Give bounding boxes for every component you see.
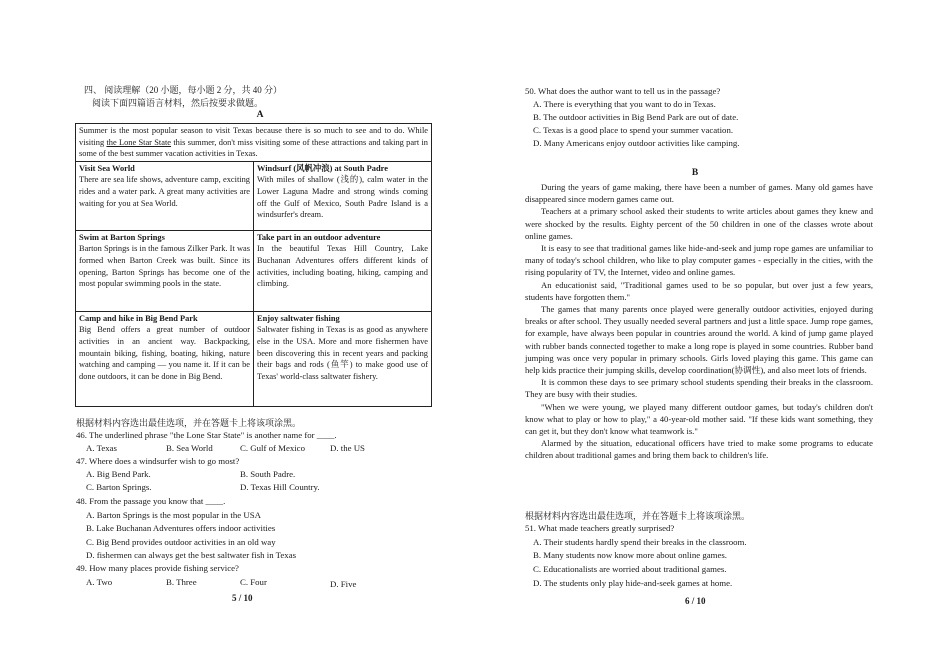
q46-option-b: B. Sea World [166,443,213,453]
cell-saltwater-fishing [254,311,432,406]
q46-option-c: C. Gulf of Mexico [240,443,305,453]
cell-title: Enjoy saltwater fishing [257,313,340,323]
section-title: 四、 阅读理解（20 小题，每小题 2 分，共 40 分） [84,85,283,95]
passage-b-label: B [691,168,699,178]
q47-option-b: B. South Padre. [240,469,296,479]
q48-option-c: C. Big Bend provides outdoor activities in an old way [86,537,276,547]
q51-option-c: C. Educationalists are worried about traditional games. [533,564,727,574]
q51-stem: 51. What made teachers greatly surprised? [525,523,675,533]
passage-paragraph: Alarmed by the situation, educational officers have tried to make some programs to educate children about traditional games and bring them back to children's life. [525,438,873,461]
q47-stem: 47. Where does a windsurfer wish to go most? [76,456,240,466]
q50-stem: 50. What does the author want to tell us in the passage? [525,86,721,96]
q51-option-d: D. The students only play hide-and-seek games at home. [533,578,733,588]
q47-option-a: A. Big Bend Park. [86,469,151,479]
q51-option-a: A. Their students hardly spend their breaks in the classroom. [533,537,747,547]
cell-outdoor-adventure [254,230,432,311]
q48-option-a: A. Barton Springs is the most popular in the USA [86,510,261,520]
q49-option-d: D. Five [330,579,357,589]
cell-text: Big Bend offers a great number of outdoor activities in an ancient way. Backpacking, mountain biking, fishing, boating, hiking, nature watching and camping — you name it. If it can be done outdoors, it can be done in Big Bend. [79,325,250,381]
cell-title: Take part in an outdoor adventure [257,232,381,242]
passage-paragraph: An educationist said, "Traditional games used to be so popular, but over just a few years, students have forgotten them." [525,279,873,302]
cell-title: Camp and hike in Big Bend Park [79,313,198,323]
passage-a-label: A [256,110,264,120]
passage-paragraph: It is common these days to see primary school students spending their breaks in the classroom. They are busy with their studies. [525,377,873,400]
cell-title: Visit Sea World [79,163,135,173]
q48-option-b: B. Lake Buchanan Adventures offers indoor activities [86,523,276,533]
q51-option-b: B. Many students now know more about online games. [533,550,727,560]
cell-text: There are sea life shows, adventure camp, exciting rides and a water park. A great many activities are waiting for you at Sea World. [79,175,250,208]
q46-stem: 46. The underlined phrase "the Lone Star State" is another name for ____. [76,430,337,440]
q50-option-a: A. There is everything that you want to do in Texas. [533,99,716,109]
q49-option-b: B. Three [166,577,197,587]
q48-stem: 48. From the passage you know that ____. [76,496,226,506]
intro-text: Summer is the most popular season to visit Texas because there is so much to see and to do. While visiting [79,126,428,147]
intro-underlined: the Lone Star State [106,137,172,147]
answer-instruction: 根据材料内容选出最佳选项，并在答题卡上将该项涂黑。 [76,418,302,428]
passage-b [525,181,873,462]
page-number-left: 5 / 10 [232,593,253,603]
cell-title: Windsurf (风帆冲浪) at South Padre [257,163,388,173]
instruction: 阅读下面四篇语言材料，然后按要求做题。 [92,98,264,108]
q47-option-d: D. Texas Hill Country. [240,482,320,492]
passage-paragraph: It is easy to see that traditional games like hide-and-seek and jump rope games are unfamiliar to many of today's school children, who like to play computer games - especially in the cities, with the rising popularity of TV, the Internet, video and online games. [525,243,873,278]
intro-text-end: this summer, don't miss visiting some of these attractions and taking part in some of the best summer vacation activities in Texas. [79,137,428,159]
intro-cell [76,124,432,162]
right-page [475,0,950,662]
q49-option-c: C. Four [240,577,267,587]
q49-option-a: A. Two [86,577,113,587]
q50-option-d: D. Many Americans enjoy outdoor activities like camping. [533,138,740,148]
passage-paragraph: "When we were young, we played many different outdoor games, but today's children don't know what to play or how to play," a 40-year-old mother said. "If these kids want something, they can get it, but they don't know what teamwork is." [525,401,873,437]
q49-stem: 49. How many places provide fishing service? [76,563,239,573]
cell-text: Saltwater fishing in Texas is as good as anywhere else in the USA. More and more fishermen have been discovering this in recent years and packing their bags and rods (鱼竿) to make good use of Texas' world-class saltwater fishery. [257,325,428,381]
cell-big-bend [76,311,254,406]
passage-paragraph: During the years of game making, there have been a number of games. Many old games have disappeared since modern games came out. [525,182,873,205]
cell-windsurf [254,161,432,230]
q46-option-a: A. Texas [86,443,117,453]
q46-option-d: D. the US [330,443,365,453]
cell-barton-springs [76,230,254,311]
attractions-table [75,123,432,407]
passage-paragraph: Teachers at a primary school asked their students to write articles about games they knew and were shocked by the results. Eighty percent of the 50 children in one of the classes wrote about online games. [525,206,873,241]
q48-option-d: D. fishermen can always get the best saltwater fish in Texas [86,550,297,560]
cell-text: Barton Springs is in the famous Zilker Park. It was formed when Barton Creek was built. Since its opening, Barton Springs has become one of the most popular swimming pools in the state. [79,244,250,289]
answer-instruction: 根据材料内容选出最佳选项，并在答题卡上将该项涂黑。 [525,511,751,521]
page-number-right: 6 / 10 [685,596,706,606]
q50-option-b: B. The outdoor activities in Big Bend Park are out of date. [533,112,739,122]
cell-sea-world [76,161,254,230]
cell-title: Swim at Barton Springs [79,232,165,242]
passage-paragraph: The games that many parents once played were generally outdoor activities, enjoyed during breaks or after school. They usually needed several partners and just a little space. Jump rope games, for example, have always been popular in countries around the world. A kind of jump game played with rubber bands connected together to make a long rope is played in some countries. Rubber band jumping was once very popular in primary schools. Girls loved playing this game. This game can help kids practice their jumping skills, develop coordination(协调性), and also meet lots of friends. [525,304,873,376]
q50-option-c: C. Texas is a good place to spend your summer vacation. [533,125,734,135]
cell-text: In the beautiful Texas Hill Country, Lake Buchanan Adventures offers different kinds of activities, including boating, hiking, camping and climbing. [257,244,428,289]
cell-text: With miles of shallow (浅的), calm water in the Lower Laguna Madre and strong winds coming off the Gulf of Mexico, South Padre Island is a windsurfer's dream. [257,175,428,220]
q47-option-c: C. Barton Springs. [86,482,152,492]
